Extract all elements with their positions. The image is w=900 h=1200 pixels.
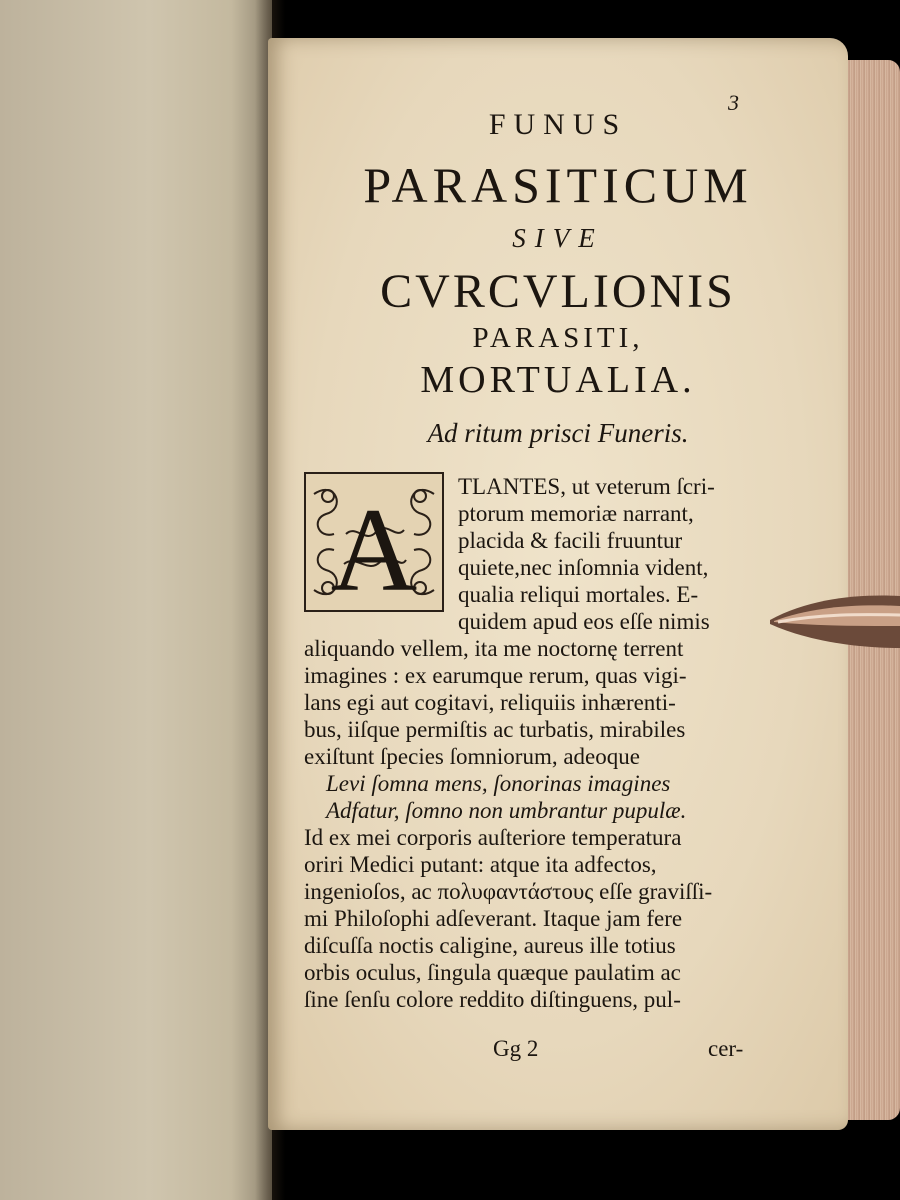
body-line: ſine ſenſu colore reddito diſtinguens, pul- [304,987,681,1012]
body-line: ingenioſos, ac πολυφαντάστους eſſe graviſſi- [304,879,713,904]
body-line: mi Philoſophi adſeverant. Itaque jam fere [304,906,683,931]
body-line: lans egi aut cogitavi, reliquiis inhærenti- [304,690,676,715]
body-line: quiete,nec inſomnia vident, [458,555,709,580]
verse-line: Levi ſomna mens, ſonorinas imagines [326,771,671,796]
body-line: oriri Medici putant: atque ita adfectos, [304,852,657,877]
verse-line: Adfatur, ſomno non umbrantur pupulæ. [326,798,687,823]
body-line: qualia reliqui mortales. E- [458,582,699,607]
body-line: imagines : ex earumque rerum, quas vigi- [304,663,687,688]
facing-left-page [0,0,272,1200]
title-line-parasiticum: PARASITICUM [363,157,753,213]
catchword: cer- [708,1036,744,1061]
body-line: quidem apud eos eſſe nimis [458,609,710,634]
title-line-parasiti: PARASITI, [472,322,644,354]
body-line: TLANTES, ut veterum ſcri- [458,474,715,499]
title-line-curculionis: CVRCVLIONIS [380,265,736,318]
initial-letter-glyph: A [330,483,418,610]
body-line: bus, iiſque permiſtis ac turbatis, mirabiles [304,717,686,742]
decorated-initial [304,472,444,612]
book-page [268,38,848,1130]
body-line: diſcuſſa noctis caligine, aureus ille totius [304,933,676,958]
page-number: 3 [728,90,739,115]
signature-mark: Gg 2 [493,1036,539,1061]
body-line: exiſtunt ſpecies ſomniorum, adeoque [304,744,640,769]
bookmark-pointer [770,586,900,658]
body-line: orbis oculus, ſingula quæque paulatim ac [304,960,681,985]
body-line: placida & facili fruuntur [458,528,683,553]
body-line: Id ex mei corporis auſteriore temperatura [304,825,682,850]
title-line-funus: FUNUS [488,108,628,141]
body-line: aliquando vellem, ita me noctornę terrent [304,636,684,661]
section-subheading: Ad ritum prisci Funeris. [427,418,689,448]
title-line-mortualia: MORTUALIA. [420,359,696,401]
body-line: ptorum memoriæ narrant, [458,501,694,526]
title-line-sive: SIVE [512,223,604,253]
